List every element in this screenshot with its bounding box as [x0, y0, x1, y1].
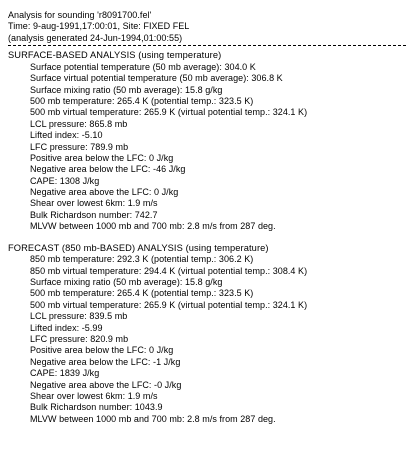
surface-analysis-line: Surface potential temperature (50 mb average): 304.0 K — [30, 61, 256, 72]
forecast-analysis-line: Shear over lowest 6km: 1.9 m/s — [30, 390, 158, 401]
forecast-analysis-line: Surface mixing ratio (50 mb average): 15.8 g/kg — [30, 277, 223, 287]
forecast-analysis-line: MLVW between 1000 mb and 700 mb: 2.8 m/s from 287 deg. — [30, 413, 276, 424]
surface-analysis-line: LCL pressure: 865.8 mb — [30, 118, 128, 129]
forecast-analysis-line: 500 mb temperature: 265.4 K (potential temp.: 323.5 K) — [30, 288, 254, 299]
surface-analysis-line: Shear over lowest 6km: 1.9 m/s — [30, 198, 158, 209]
surface-analysis-line: Surface virtual potential temperature (50 mb average): 306.8 K — [30, 73, 283, 84]
surface-analysis-title: SURFACE-BASED ANALYSIS (using temperature) — [8, 50, 222, 61]
forecast-analysis-line: Lifted index: -5.99 — [30, 322, 103, 333]
surface-analysis-line: Negative area above the LFC: 0 J/kg — [30, 187, 179, 198]
surface-analysis-line: Bulk Richardson number: 742.7 — [30, 209, 158, 220]
forecast-analysis-line: 500 mb virtual temperature: 265.9 K (virtual potential temp.: 324.1 K) — [30, 299, 308, 310]
forecast-analysis-line: LCL pressure: 839.5 mb — [30, 311, 128, 322]
forecast-analysis-line: CAPE: 1839 J/kg — [30, 368, 100, 379]
surface-analysis-line: 500 mb temperature: 265.4 K (potential temp.: 323.5 K) — [30, 95, 254, 106]
surface-analysis-line: LFC pressure: 789.9 mb — [30, 141, 129, 152]
forecast-analysis-line: Bulk Richardson number: 1043.9 — [30, 402, 163, 413]
forecast-analysis-title: FORECAST (850 mb-BASED) ANALYSIS (using temperature) — [8, 242, 269, 253]
report-time-site: Time: 9-aug-1991,17:00:01, Site: FIXED FEL — [8, 21, 190, 32]
forecast-analysis-list — [8, 254, 412, 425]
surface-analysis-line: 500 mb virtual temperature: 265.9 K (virtual potential temp.: 324.1 K) — [30, 107, 308, 118]
surface-analysis-line: Negative area below the LFC: -46 J/kg — [30, 164, 186, 175]
report-title: Analysis for sounding 'r8091700.fel' — [8, 10, 152, 20]
forecast-analysis-line: 850 mb temperature: 292.3 K (potential temp.: 306.2 K) — [30, 254, 254, 265]
forecast-analysis-line: Positive area below the LFC: 0 J/kg — [30, 345, 174, 356]
forecast-analysis-line: Negative area below the LFC: -1 J/kg — [30, 356, 181, 367]
surface-analysis-list — [8, 62, 412, 233]
forecast-analysis-line: LFC pressure: 820.9 mb — [30, 333, 129, 344]
surface-analysis-line: Lifted index: -5.10 — [30, 130, 103, 141]
analysis-report — [8, 10, 412, 425]
report-generated-date: (analysis generated 24-Jun-1994,01:00:55) — [8, 32, 183, 43]
forecast-analysis-line: Negative area above the LFC: -0 J/kg — [30, 379, 182, 390]
surface-analysis-line: Surface mixing ratio (50 mb average): 15.8 g/kg — [30, 84, 223, 95]
surface-analysis-line: MLVW between 1000 mb and 700 mb: 2.8 m/s from 287 deg. — [30, 221, 276, 232]
section-spacer — [8, 233, 412, 243]
surface-analysis-line: CAPE: 1308 J/kg — [30, 175, 100, 186]
surface-analysis-line: Positive area below the LFC: 0 J/kg — [30, 152, 174, 163]
forecast-analysis-line: 850 mb virtual temperature: 294.4 K (virtual potential temp.: 308.4 K) — [30, 265, 308, 276]
dashed-divider — [8, 45, 406, 47]
